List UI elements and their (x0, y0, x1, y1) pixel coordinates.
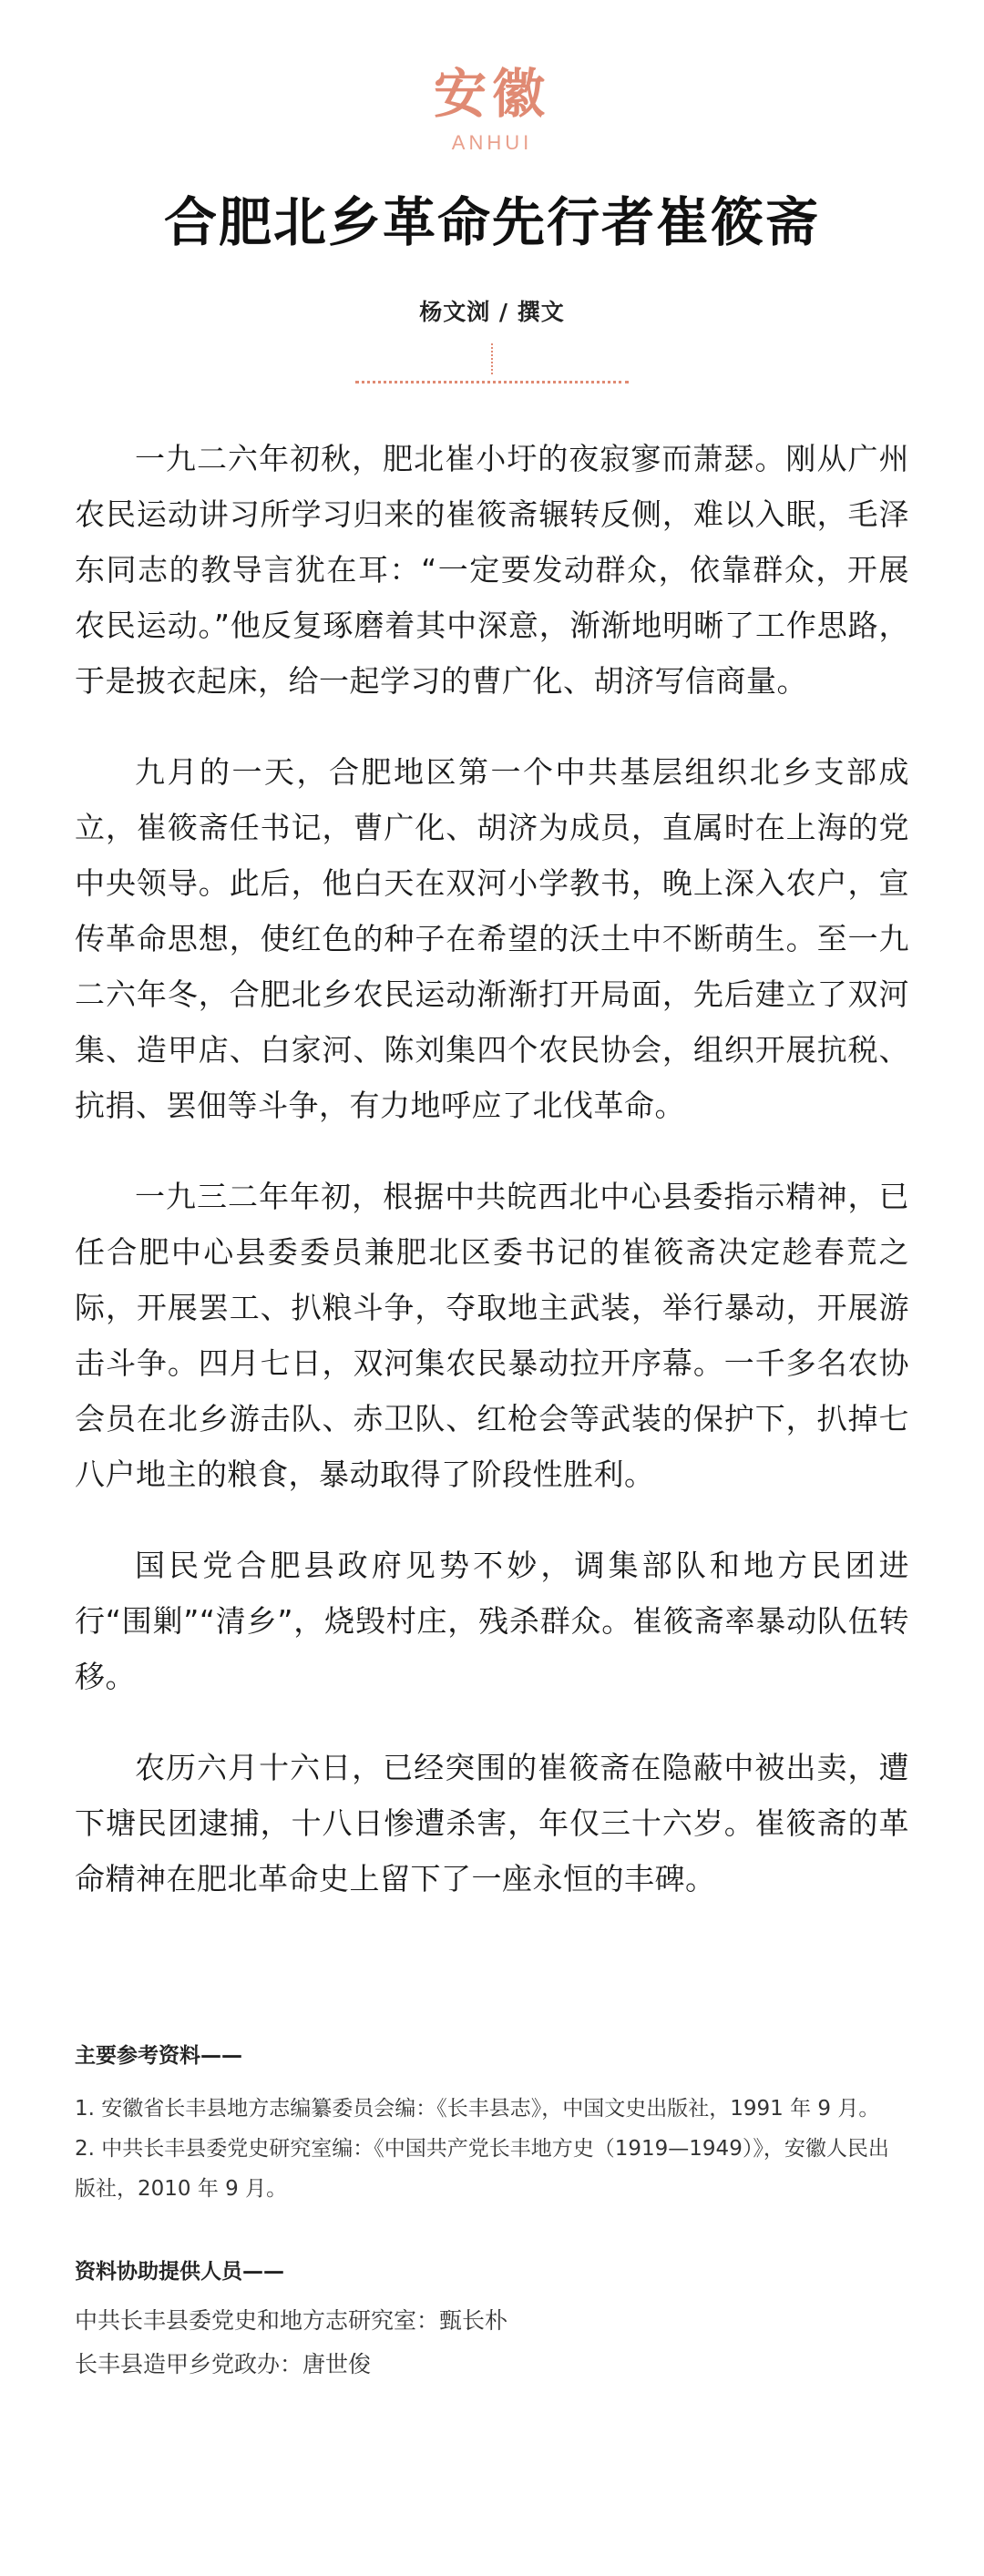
references-section (75, 2039, 909, 2209)
paragraph: 国民党合肥县政府见势不妙，调集部队和地方民团进行“围剿”“清乡”，烧毁村庄，残杀群众。崔筱斋率暴动队伍转移。 (75, 1548, 909, 1695)
reference-item: 2. 中共长丰县委党史研究室编：《中国共产党长丰地方史（1919—1949）》，安徽人民出版社，2010 年 9 月。 (75, 2137, 889, 2202)
author-byline: 杨文浏 / 撰文 (419, 299, 565, 326)
paragraph: 农历六月十六日，已经突围的崔筱斋在隐蔽中被出卖，遭下塘民团逮捕，十八日惨遭杀害，年仅三十六岁。崔筱斋的革命精神在肥北革命史上留下了一座永恒的丰碑。 (75, 1750, 909, 1897)
helpers-section (75, 2254, 909, 2387)
helper-item: 中共长丰县委党史和地方志研究室：甄长朴 (75, 2307, 508, 2335)
helper-item: 长丰县造甲乡党政办：唐世俊 (75, 2351, 372, 2378)
divider-horizontal-dots (355, 381, 629, 383)
article-title: 合肥北乡革命先行者崔筱斋 (163, 190, 820, 253)
references-title: 主要参考资料—— (75, 2044, 242, 2069)
helpers-title: 资料协助提供人员—— (75, 2260, 284, 2285)
region-subtitle: ANHUI (451, 130, 533, 154)
region-title: 安徽 (433, 63, 550, 125)
paragraph: 一九二六年初秋，肥北崔小圩的夜寂寥而萧瑟。刚从广州农民运动讲习所学习归来的崔筱斋辗转反侧，难以入眠，毛泽东同志的教导言犹在耳：“一定要发动群众，依靠群众，开展农民运动。”他反复琢磨着其中深意，渐渐地明晰了工作思路，于是披衣起床，给一起学习的曹广化、胡济写信商量。 (75, 441, 909, 700)
divider-vertical-dots (491, 343, 493, 374)
dotted-divider (355, 343, 629, 383)
article-body (75, 431, 909, 1906)
article-header (0, 0, 984, 383)
paragraph: 一九三二年年初，根据中共皖西北中心县委指示精神，已任合肥中心县委委员兼肥北区委书记的崔筱斋决定趁春荒之际，开展罢工、扒粮斗争，夺取地主武装，举行暴动，开展游击斗争。四月七日，双河集农民暴动拉开序幕。一千多名农协会员在北乡游击队、赤卫队、红枪会等武装的保护下，扒掉七八户地主的粮食，暴动取得了阶段性胜利。 (75, 1179, 909, 1493)
reference-item: 1. 安徽省长丰县地方志编纂委员会编：《长丰县志》，中国文史出版社，1991 年 9 月。 (75, 2097, 880, 2121)
paragraph: 九月的一天，合肥地区第一个中共基层组织北乡支部成立，崔筱斋任书记，曹广化、胡济为成员，直属时在上海的党中央领导。此后，他白天在双河小学教书，晚上深入农户，宣传革命思想，使红色的种子在希望的沃土中不断萌生。至一九二六年冬，合肥北乡农民运动渐渐打开局面，先后建立了双河集、造甲店、白家河、陈刘集四个农民协会，组织开展抗税、抗捐、罢佃等斗争，有力地呼应了北伐革命。 (75, 754, 909, 1124)
